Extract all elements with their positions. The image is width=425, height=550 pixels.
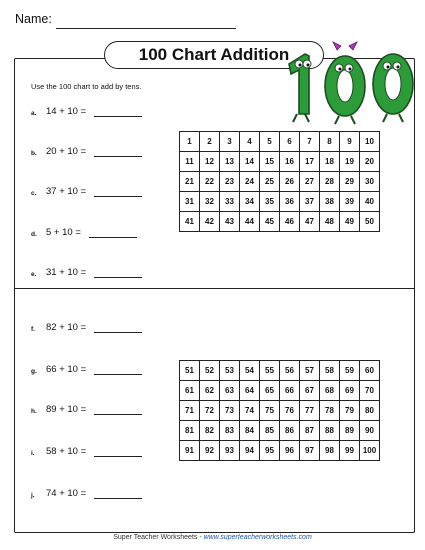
chart-cell: 81 bbox=[180, 421, 200, 441]
chart-cell: 95 bbox=[260, 441, 280, 461]
chart-cell: 17 bbox=[300, 152, 320, 172]
chart-cell: 3 bbox=[220, 132, 240, 152]
answer-blank[interactable] bbox=[94, 446, 142, 457]
problem-equation: 58 + 10 = bbox=[46, 446, 87, 457]
chart-cell: 67 bbox=[300, 381, 320, 401]
chart-cell: 47 bbox=[300, 212, 320, 232]
chart-cell: 51 bbox=[180, 361, 200, 381]
chart-cell: 45 bbox=[260, 212, 280, 232]
chart-cell: 24 bbox=[240, 172, 260, 192]
problem-row bbox=[31, 319, 142, 333]
chart-cell: 88 bbox=[320, 421, 340, 441]
chart-cell: 6 bbox=[280, 132, 300, 152]
chart-cell: 30 bbox=[360, 172, 380, 192]
chart-cell: 35 bbox=[260, 192, 280, 212]
chart-row bbox=[180, 421, 380, 441]
chart-cell: 49 bbox=[340, 212, 360, 232]
chart-cell: 84 bbox=[240, 421, 260, 441]
footer-site-name: Super Teacher Worksheets - bbox=[113, 534, 204, 541]
chart-row bbox=[180, 152, 380, 172]
chart-cell: 80 bbox=[360, 401, 380, 421]
hundred-mascot-illustration bbox=[275, 36, 423, 126]
chart-cell: 57 bbox=[300, 361, 320, 381]
problem-equation: 82 + 10 = bbox=[46, 322, 87, 333]
chart-cell: 86 bbox=[280, 421, 300, 441]
chart-cell: 74 bbox=[240, 401, 260, 421]
chart-cell: 52 bbox=[200, 361, 220, 381]
chart-cell: 62 bbox=[200, 381, 220, 401]
chart-cell: 16 bbox=[280, 152, 300, 172]
chart-cell: 33 bbox=[220, 192, 240, 212]
chart-cell: 12 bbox=[200, 152, 220, 172]
problem-equation: 31 + 10 = bbox=[46, 267, 87, 278]
chart-cell: 94 bbox=[240, 441, 260, 461]
chart-cell: 27 bbox=[300, 172, 320, 192]
footer bbox=[0, 534, 425, 541]
chart-cell: 39 bbox=[340, 192, 360, 212]
chart-cell: 29 bbox=[340, 172, 360, 192]
chart-cell: 79 bbox=[340, 401, 360, 421]
hundred-chart-top bbox=[179, 131, 380, 232]
chart-cell: 26 bbox=[280, 172, 300, 192]
chart-cell: 1 bbox=[180, 132, 200, 152]
problem-label: e. bbox=[31, 271, 37, 278]
problem-equation: 37 + 10 = bbox=[46, 186, 87, 197]
answer-blank[interactable] bbox=[94, 322, 142, 333]
chart-cell: 36 bbox=[280, 192, 300, 212]
footer-link[interactable]: www.superteacherworksheets.com bbox=[203, 534, 312, 541]
problem-equation: 14 + 10 = bbox=[46, 106, 87, 117]
chart-cell: 25 bbox=[260, 172, 280, 192]
hundred-chart-bottom bbox=[179, 360, 380, 461]
chart-cell: 56 bbox=[280, 361, 300, 381]
chart-row bbox=[180, 212, 380, 232]
chart-cell: 21 bbox=[180, 172, 200, 192]
chart-cell: 34 bbox=[240, 192, 260, 212]
chart-row bbox=[180, 401, 380, 421]
problem-label: j. bbox=[31, 492, 35, 499]
chart-cell: 4 bbox=[240, 132, 260, 152]
chart-cell: 98 bbox=[320, 441, 340, 461]
chart-cell: 78 bbox=[320, 401, 340, 421]
chart-cell: 63 bbox=[220, 381, 240, 401]
chart-cell: 23 bbox=[220, 172, 240, 192]
chart-cell: 85 bbox=[260, 421, 280, 441]
chart-cell: 61 bbox=[180, 381, 200, 401]
chart-cell: 15 bbox=[260, 152, 280, 172]
problem-label: f. bbox=[31, 326, 35, 333]
name-label: Name: bbox=[15, 12, 52, 26]
chart-cell: 60 bbox=[360, 361, 380, 381]
chart-cell: 64 bbox=[240, 381, 260, 401]
chart-cell: 43 bbox=[220, 212, 240, 232]
chart-cell: 55 bbox=[260, 361, 280, 381]
answer-blank[interactable] bbox=[94, 186, 142, 197]
problem-label: g. bbox=[31, 368, 37, 375]
chart-cell: 28 bbox=[320, 172, 340, 192]
problem-equation: 20 + 10 = bbox=[46, 146, 87, 157]
chart-cell: 20 bbox=[360, 152, 380, 172]
answer-blank[interactable] bbox=[89, 227, 137, 238]
chart-cell: 91 bbox=[180, 441, 200, 461]
chart-cell: 68 bbox=[320, 381, 340, 401]
problem-label: c. bbox=[31, 190, 37, 197]
chart-cell: 8 bbox=[320, 132, 340, 152]
chart-cell: 9 bbox=[340, 132, 360, 152]
chart-row bbox=[180, 381, 380, 401]
chart-cell: 37 bbox=[300, 192, 320, 212]
chart-cell: 82 bbox=[200, 421, 220, 441]
chart-cell: 70 bbox=[360, 381, 380, 401]
chart-cell: 87 bbox=[300, 421, 320, 441]
problem-label: a. bbox=[31, 110, 37, 117]
chart-cell: 19 bbox=[340, 152, 360, 172]
chart-cell: 72 bbox=[200, 401, 220, 421]
chart-cell: 31 bbox=[180, 192, 200, 212]
chart-cell: 5 bbox=[260, 132, 280, 152]
chart-cell: 54 bbox=[240, 361, 260, 381]
page-title: 100 Chart Addition bbox=[138, 45, 290, 64]
chart-cell: 59 bbox=[340, 361, 360, 381]
chart-row bbox=[180, 441, 380, 461]
chart-cell: 66 bbox=[280, 381, 300, 401]
chart-cell: 96 bbox=[280, 441, 300, 461]
answer-blank[interactable] bbox=[94, 488, 142, 499]
problem-label: h. bbox=[31, 408, 37, 415]
chart-cell: 11 bbox=[180, 152, 200, 172]
answer-blank[interactable] bbox=[94, 364, 142, 375]
chart-cell: 75 bbox=[260, 401, 280, 421]
worksheet-frame bbox=[14, 58, 415, 533]
chart-cell: 76 bbox=[280, 401, 300, 421]
chart-cell: 97 bbox=[300, 441, 320, 461]
chart-cell: 38 bbox=[320, 192, 340, 212]
instruction-text: Use the 100 chart to add by tens. bbox=[31, 82, 142, 91]
problem-row bbox=[31, 443, 142, 457]
chart-cell: 40 bbox=[360, 192, 380, 212]
chart-cell: 92 bbox=[200, 441, 220, 461]
problem-row bbox=[31, 183, 142, 197]
problem-equation: 66 + 10 = bbox=[46, 364, 87, 375]
answer-blank[interactable] bbox=[94, 106, 142, 117]
chart-cell: 7 bbox=[300, 132, 320, 152]
chart-cell: 14 bbox=[240, 152, 260, 172]
chart-cell: 22 bbox=[200, 172, 220, 192]
chart-cell: 58 bbox=[320, 361, 340, 381]
problem-row bbox=[31, 224, 137, 238]
problem-label: b. bbox=[31, 150, 37, 157]
problem-row bbox=[31, 361, 142, 375]
section-divider bbox=[14, 288, 415, 289]
chart-cell: 42 bbox=[200, 212, 220, 232]
chart-row bbox=[180, 172, 380, 192]
problem-label: i. bbox=[31, 450, 35, 457]
problem-label: d. bbox=[31, 231, 37, 238]
problem-equation: 74 + 10 = bbox=[46, 488, 87, 499]
chart-cell: 2 bbox=[200, 132, 220, 152]
chart-cell: 90 bbox=[360, 421, 380, 441]
problem-row bbox=[31, 485, 142, 499]
chart-cell: 73 bbox=[220, 401, 240, 421]
chart-cell: 50 bbox=[360, 212, 380, 232]
chart-row bbox=[180, 192, 380, 212]
problem-row bbox=[31, 401, 142, 415]
chart-cell: 69 bbox=[340, 381, 360, 401]
chart-cell: 46 bbox=[280, 212, 300, 232]
answer-blank[interactable] bbox=[94, 267, 142, 278]
chart-cell: 89 bbox=[340, 421, 360, 441]
chart-row bbox=[180, 132, 380, 152]
chart-cell: 32 bbox=[200, 192, 220, 212]
chart-cell: 71 bbox=[180, 401, 200, 421]
problem-row bbox=[31, 143, 142, 157]
problem-equation: 5 + 10 = bbox=[46, 227, 81, 238]
chart-cell: 41 bbox=[180, 212, 200, 232]
chart-cell: 65 bbox=[260, 381, 280, 401]
chart-cell: 93 bbox=[220, 441, 240, 461]
chart-row bbox=[180, 361, 380, 381]
problem-equation: 89 + 10 = bbox=[46, 404, 87, 415]
chart-cell: 83 bbox=[220, 421, 240, 441]
problem-row bbox=[31, 103, 142, 117]
chart-cell: 53 bbox=[220, 361, 240, 381]
chart-cell: 10 bbox=[360, 132, 380, 152]
problem-row bbox=[31, 264, 142, 278]
chart-cell: 99 bbox=[340, 441, 360, 461]
chart-cell: 48 bbox=[320, 212, 340, 232]
chart-cell: 100 bbox=[360, 441, 380, 461]
chart-cell: 44 bbox=[240, 212, 260, 232]
name-line[interactable] bbox=[56, 28, 236, 29]
answer-blank[interactable] bbox=[94, 404, 142, 415]
answer-blank[interactable] bbox=[94, 146, 142, 157]
chart-cell: 18 bbox=[320, 152, 340, 172]
chart-cell: 77 bbox=[300, 401, 320, 421]
chart-cell: 13 bbox=[220, 152, 240, 172]
